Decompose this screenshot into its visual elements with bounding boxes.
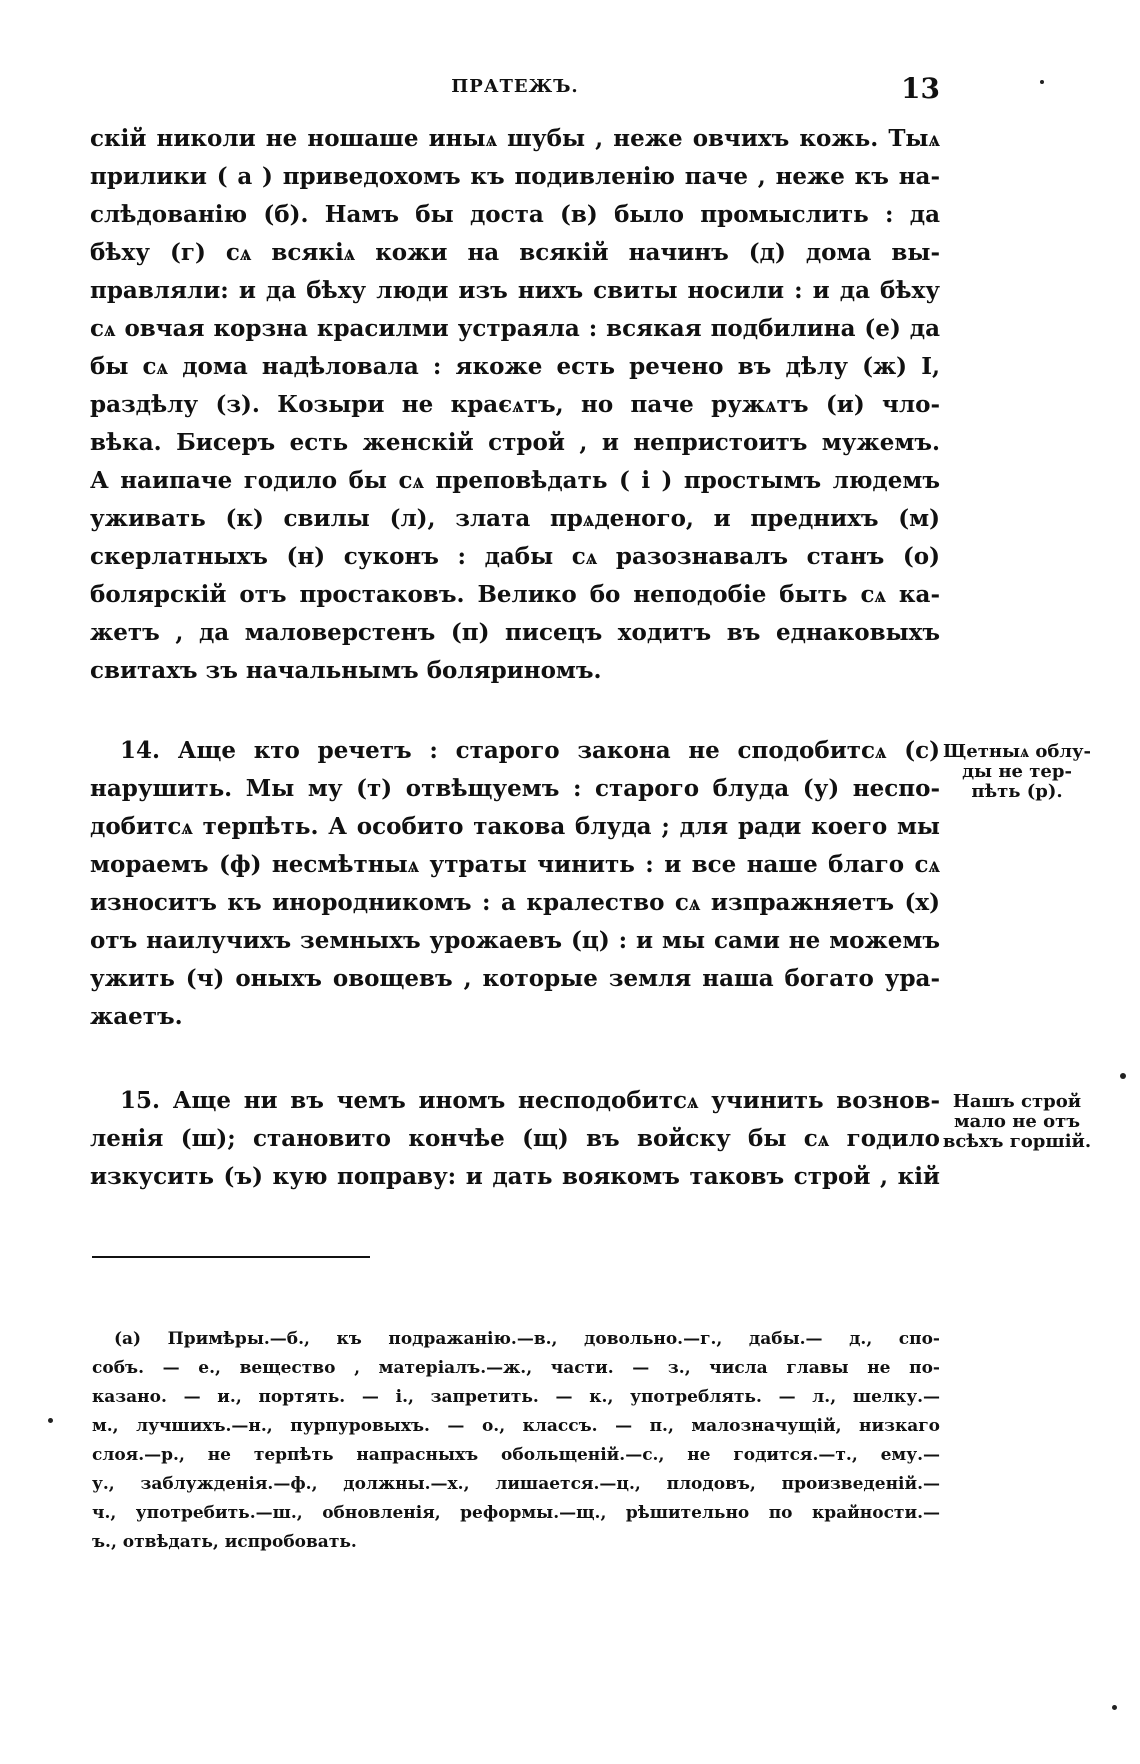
footnote-line: ъ., отвѣдать, испробовать. — [92, 1532, 357, 1552]
print-speck — [1120, 1073, 1126, 1079]
text-line-first — [90, 732, 940, 770]
paragraph-number: 14. — [120, 737, 161, 764]
text-line: прилики ( а ) приведохомъ къ подивленію паче , неже къ на- — [90, 163, 940, 190]
print-speck — [48, 1418, 53, 1423]
text-segment: Аще ни въ чемъ иномъ несподобитсѧ учинить вознов- — [172, 1087, 940, 1114]
text-line: мораемъ (ф) несмѣтныѧ утраты чинить : и все наше благо сѧ — [90, 851, 940, 878]
text-line: скерлатныхъ (н) суконъ : дабы сѧ разознавалъ станъ (о) — [90, 543, 940, 570]
footnote-line: слоя.—р., не терпѣть напрасныхъ обольщеній.—с., не годится.—т., ему.— — [92, 1445, 940, 1465]
margin-note-line: пѣть (р). — [971, 781, 1063, 802]
margin-note-line: мало не отъ — [953, 1111, 1081, 1132]
footnote-line: м., лучшихъ.—н., пурпуровыхъ. — о., классъ. — п., малозначущій, низкаго — [92, 1416, 940, 1436]
text-line: износитъ къ инородникомъ : а кралество сѧ изпражняетъ (х) — [90, 889, 940, 916]
paragraph-14 — [90, 732, 940, 1036]
text-line: бы сѧ дома надѣловала : якоже есть речено въ дѣлу (ж) I, — [90, 353, 940, 380]
footnote-line: (а) Примѣры.—б., къ подражанію.—в., довольно.—г., дабы.— д., спо- — [114, 1329, 940, 1349]
margin-note-15 — [942, 1092, 1092, 1152]
margin-note-14 — [942, 742, 1092, 802]
footnote-line: у., заблужденія.—ф., должны.—х., лишается.—ц., плодовъ, произведеній.— — [92, 1474, 940, 1494]
page-number: 13 — [901, 72, 940, 105]
footnotes — [92, 1325, 940, 1557]
text-line: вѣка. Бисеръ есть женскій строй , и непристоитъ мужемъ. — [90, 429, 940, 456]
text-line: ужить (ч) оныхъ овощевъ , которые земля наша богато ура- — [90, 965, 940, 992]
footnote-line: собъ. — е., вещество , матеріалъ.—ж., части. — з., числа главы не по- — [92, 1358, 940, 1378]
footnote-line: казано. — и., портять. — і., запретить. — к., употреблять. — л., шелку.— — [92, 1387, 940, 1407]
footnote-separator — [92, 1256, 370, 1258]
text-line-first — [90, 1082, 940, 1120]
print-speck — [1040, 80, 1044, 84]
text-line: А наипаче годило бы сѧ преповѣдать ( і ) простымъ людемъ — [90, 467, 940, 494]
text-segment: Аще кто речетъ : старого закона не сподобитсѧ (с) — [177, 737, 940, 764]
text-line: изкусить (ъ) кую поправу: и дать воякомъ таковъ строй , кій — [90, 1163, 940, 1190]
text-line: добитсѧ терпѣть. А особито такова блуда ; для ради коего мы — [90, 813, 940, 840]
margin-note-line: Нашъ строй — [952, 1091, 1082, 1112]
running-title: ПРАТЕЖЪ. — [451, 76, 579, 97]
footnote-line: ч., употребить.—ш., обновленія, реформы.—щ., рѣшительно по крайности.— — [92, 1503, 940, 1523]
text-line: слѣдованію (б). Намъ бы доста (в) было промыслить : да — [90, 201, 940, 228]
text-line: жаетъ. — [90, 1003, 183, 1030]
text-line: скій николи не ношаше иныѧ шубы , неже овчихъ кожь. Тыѧ — [90, 125, 940, 152]
text-line: ленія (ш); становито кончѣе (щ) въ войску бы сѧ годило — [90, 1125, 940, 1152]
paragraph-15 — [90, 1082, 940, 1196]
text-line: правляли: и да бѣху люди изъ нихъ свиты носили : и да бѣху — [90, 277, 940, 304]
margin-note-line: ды не тер- — [962, 761, 1072, 782]
text-line: сѧ овчая корзна красилми устраяла : всякая подбилина (е) да — [90, 315, 940, 342]
text-line: бѣху (г) сѧ всякіѧ кожи на всякій начинъ (д) дома вы- — [90, 239, 940, 266]
margin-note-line: Щетныѧ облу- — [942, 741, 1092, 762]
print-speck — [1112, 1705, 1117, 1710]
text-line: нарушить. Мы му (т) отвѣщуемъ : старого блуда (у) неспо- — [90, 775, 940, 802]
text-line: жетъ , да маловерстенъ (п) писецъ ходитъ въ еднаковыхъ — [90, 619, 940, 646]
text-line: уживать (к) свилы (л), злата прѧденого, и преднихъ (м) — [90, 505, 940, 532]
text-line: болярскій отъ простаковъ. Велико бо неподобіе быть сѧ ка- — [90, 581, 940, 608]
paragraph-number: 15. — [120, 1087, 161, 1114]
text-line: свитахъ зъ начальнымъ боляриномъ. — [90, 657, 602, 684]
paragraph-continuation — [90, 120, 940, 690]
running-head — [90, 72, 940, 112]
text-line: раздѣлу (з). Козыри не краєѧтъ, но паче ружѧтъ (и) чло- — [90, 391, 940, 418]
text-line: отъ наилучихъ земныхъ урожаевъ (ц) : и мы сами не можемъ — [90, 927, 940, 954]
margin-note-line: всѣхъ горшій. — [942, 1131, 1092, 1152]
